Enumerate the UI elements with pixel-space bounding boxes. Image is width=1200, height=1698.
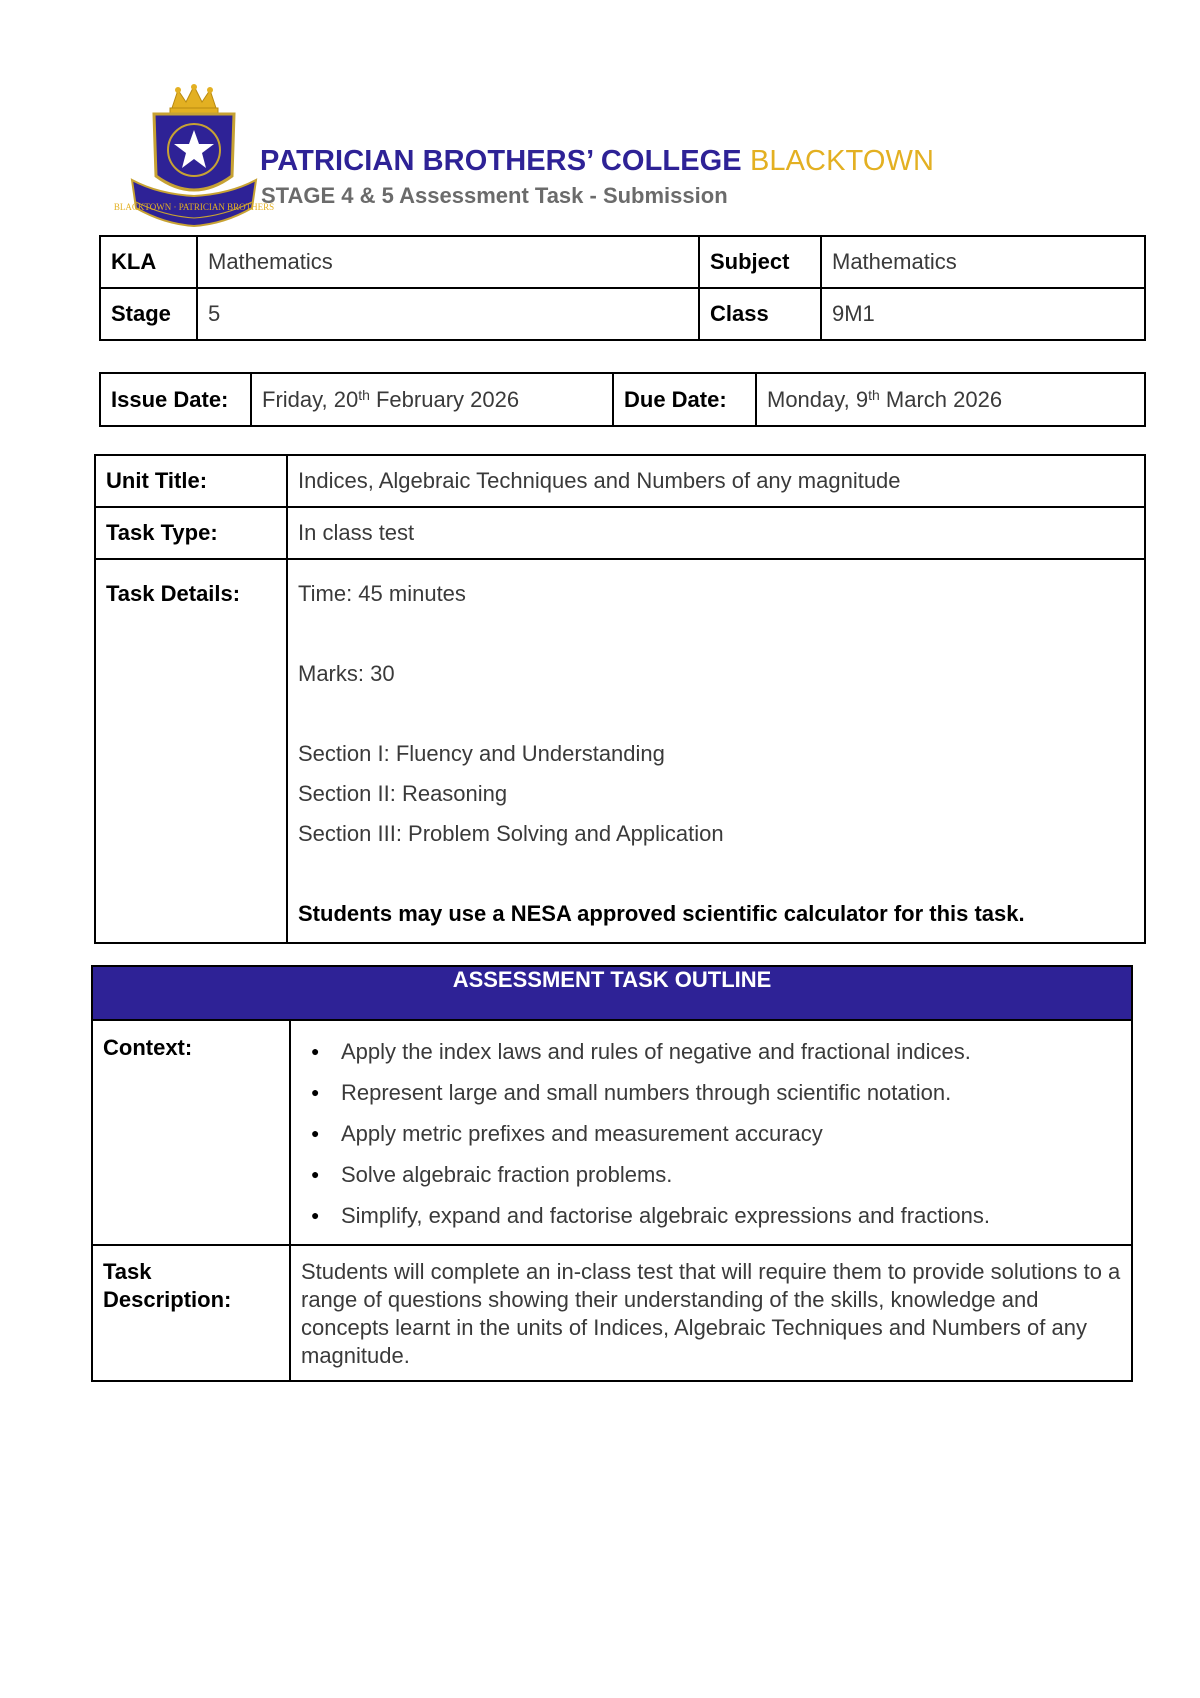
table-row [92, 966, 1132, 1020]
table-row [92, 1245, 1132, 1381]
crest-motto: BLACKTOWN · PATRICIAN BROTHERS [113, 202, 275, 212]
time-allowed: Time: 45 minutes [298, 581, 466, 606]
stage-label: Stage [100, 288, 197, 340]
list-item: ● Apply metric prefixes and measurement accuracy [301, 1113, 1121, 1154]
task-type-label: Task Type: [95, 507, 287, 559]
table-row [100, 236, 1145, 288]
bullet-icon: ● [311, 1166, 320, 1182]
issue-date-value: Friday, 20th February 2026 [251, 373, 613, 426]
task-type-value: In class test [287, 507, 1145, 559]
table-row [95, 559, 1145, 943]
list-item: ● Represent large and small numbers through scientific notation. [301, 1072, 1121, 1113]
table-row [100, 288, 1145, 340]
class-value: 9M1 [821, 288, 1145, 340]
unit-title-label: Unit Title: [95, 455, 287, 507]
context-list [301, 1021, 1121, 1244]
subject-label: Subject [699, 236, 821, 288]
bullet-icon: ● [311, 1084, 320, 1100]
task-description-value: Students will complete an in-class test that will require them to provide solutions to a range of questions showing their understanding of the skills, knowledge and concepts learnt in the units of Indices, Algebraic Techniques and Numbers of any magnitude. [290, 1245, 1132, 1381]
context-list-cell [290, 1020, 1132, 1245]
table-row [92, 1020, 1132, 1245]
list-item: ● Solve algebraic fraction problems. [301, 1154, 1121, 1195]
dates-table [99, 372, 1146, 427]
subject-value: Mathematics [821, 236, 1145, 288]
task-description-label: Task Description: [92, 1245, 290, 1381]
due-date-label: Due Date: [613, 373, 756, 426]
task-details-value [287, 559, 1145, 943]
course-info-table [99, 235, 1146, 341]
unit-title-value: Indices, Algebraic Techniques and Numbers of any magnitude [287, 455, 1145, 507]
section-1: Section I: Fluency and Understanding [298, 741, 665, 766]
due-date-value: Monday, 9th March 2026 [756, 373, 1145, 426]
bullet-icon: ● [311, 1125, 320, 1141]
kla-label: KLA [100, 236, 197, 288]
table-row [95, 507, 1145, 559]
bullet-icon: ● [311, 1207, 320, 1223]
document-header [113, 84, 1028, 234]
list-item: ● Simplify, expand and factorise algebraic expressions and fractions. [301, 1195, 1121, 1236]
task-details-label: Task Details: [95, 559, 287, 943]
total-marks: Marks: 30 [298, 661, 395, 686]
bullet-icon: ● [311, 1043, 320, 1059]
school-name: PATRICIAN BROTHERS’ COLLEGE BLACKTOWN [260, 145, 934, 177]
issue-date-label: Issue Date: [100, 373, 251, 426]
table-row [100, 373, 1145, 426]
assessment-outline-table [91, 965, 1133, 1382]
unit-details-table [94, 454, 1146, 944]
stage-value: 5 [197, 288, 699, 340]
college-crest-icon [113, 84, 275, 234]
table-row [95, 455, 1145, 507]
context-label: Context: [92, 1020, 290, 1245]
calculator-note: Students may use a NESA approved scientific calculator for this task. [298, 901, 1025, 926]
page-subtitle: STAGE 4 & 5 Assessment Task - Submission [261, 183, 728, 208]
section-3: Section III: Problem Solving and Application [298, 821, 724, 846]
school-suburb: BLACKTOWN [749, 145, 934, 177]
list-item: ● Apply the index laws and rules of negative and fractional indices. [301, 1031, 1121, 1072]
outline-heading: ASSESSMENT TASK OUTLINE [92, 966, 1132, 1020]
section-2: Section II: Reasoning [298, 781, 508, 806]
class-label: Class [699, 288, 821, 340]
kla-value: Mathematics [197, 236, 699, 288]
